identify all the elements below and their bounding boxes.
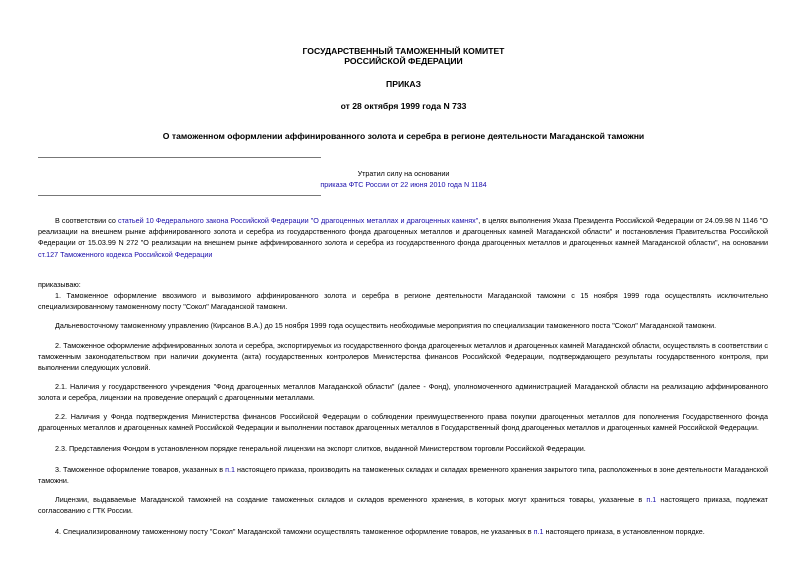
issuer-line-1: ГОСУДАРСТВЕННЫЙ ТАМОЖЕННЫЙ КОМИТЕТ (302, 46, 505, 56)
preamble-text-2: , в целях выполнения Указа Президента Российской Федерации от 24.09.98 N 1146 "О реализации на внешнем рынке аффинированного золота и серебра из государственного фонда драгоценных металлов и драгоценных камней Магаданской области" и постановления Правительства Российской Федерации от 15.03.99 N 272 "О реализации на внешнем рынке аффинированного золота и серебра из государственного фонда драгоценных металлов и драгоценных камней Магаданской области", на основании (38, 216, 768, 248)
paragraph-2-1: 2.1. Наличия у государственного учреждения "Фонд драгоценных металлов Магаданской области" (далее - Фонд), уполномоченного администрацией Магаданской области на реализацию аффинированного золота и серебра, лицензии на проведение операций с драгоценными металлами. (38, 382, 768, 403)
order-word: приказываю: (38, 280, 81, 289)
federal-law-link[interactable]: статьей 10 Федерального закона Российской Федерации "О драгоценных металлах и драгоценных камнях" (118, 216, 479, 225)
paragraph-3-text-2: настоящего приказа, производить на таможенных складах и складах временного хранения закрытого типа, расположенных в зоне деятельности Магаданской таможни. (38, 465, 768, 486)
paragraph-2-3: 2.3. Представления Фондом в установленном порядке генеральной лицензии на экспорт слитков, выданной Министерством торговли Российской Федерации. (55, 444, 586, 453)
divider-top (38, 157, 321, 158)
paragraph-3-supplement-text-1: Лицензии, выдаваемые Магаданской таможней на создание таможенных складов и складов временного хранения, в которых могут храниться товары, указанные в (55, 495, 647, 504)
paragraph-4 (38, 526, 768, 537)
paragraph-1-supplement: Дальневосточному таможенному управлению (Кирсанов В.А.) до 15 ноября 1999 года осуществить необходимые мероприятия по специализации таможенного поста "Сокол" Магаданской таможни. (55, 321, 717, 330)
issuer-line-2: РОССИЙСКОЙ ФЕДЕРАЦИИ (344, 56, 463, 66)
paragraph-2: 2. Таможенное оформление аффинированных золота и серебра, экспортируемых из государственного фонда драгоценных металлов и драгоценных камней Магаданской области, осуществлять в соответствии с таможенным законодательством при наличии документа (акта) государственных контролеров Министерства финансов Российской Федерации, подтверждающего результаты государственного контроля, при выполнении следующих условий. (38, 341, 768, 373)
customs-code-link[interactable]: ст.127 Таможенного кодекса Российской Федерации (38, 249, 213, 259)
preamble-paragraph (38, 215, 768, 260)
item-1-link[interactable]: п.1 (225, 465, 235, 474)
item-1-link[interactable]: п.1 (646, 495, 657, 504)
preamble-text-1: В соответствии со (55, 216, 118, 225)
document-date: от 28 октября 1999 года N 733 (340, 101, 467, 111)
paragraph-4-text-2: настоящего приказа, в установленном порядке. (543, 527, 705, 536)
status-link[interactable] (0, 180, 807, 190)
status-note: Утратил силу на основании (357, 169, 450, 178)
document-type: ПРИКАЗ (386, 79, 421, 89)
paragraph-3-supplement-text-2: настоящего приказа, подлежат согласованию с ГТК России. (38, 495, 768, 516)
paragraph-3-text-1: 3. Таможенное оформление товаров, указанных в (55, 465, 226, 474)
repeal-order-link[interactable]: приказа ФТС России от 22 июня 2010 года N 1184 (320, 180, 487, 189)
document-title: О таможенном оформлении аффинированного золота и серебра в регионе деятельности Магаданской таможни (162, 131, 645, 141)
paragraph-1: 1. Таможенное оформление ввозимого и вывозимого аффинированного золота и серебра в регионе деятельности Магаданской таможни с 15 ноября 1999 года осуществлять исключительно специализированному таможенному посту "Сокол" Магаданской таможни. (38, 291, 768, 312)
paragraph-2-2: 2.2. Наличия у Фонда подтверждения Министерства финансов Российской Федерации о соблюдении преимущественного права покупки драгоценных металлов для пополнения Государственного фонда драгоценных металлов и драгоценных камней Российской Федерации и выполнении поставок драгоценных металлов в Государственный фонд драгоценных металлов и драгоценных камней Российской Федерации. (38, 412, 768, 433)
paragraph-4-text-1: 4. Специализированному таможенному посту "Сокол" Магаданской таможни осуществлять таможенное оформление товаров, не указанных в (55, 527, 534, 536)
paragraph-3-supplement (38, 494, 768, 516)
divider-bottom (38, 195, 321, 196)
paragraph-3 (38, 464, 768, 486)
item-1-link[interactable]: п.1 (533, 527, 544, 536)
